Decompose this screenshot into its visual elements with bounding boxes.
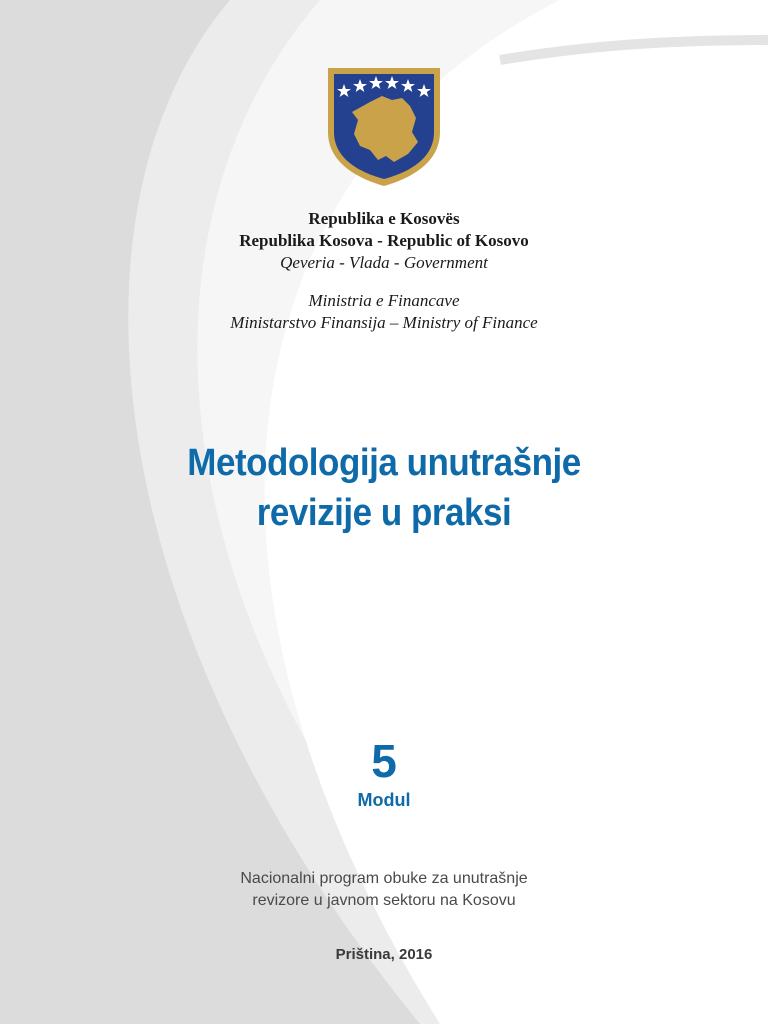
- kosovo-coat-of-arms-icon: [320, 62, 448, 190]
- government-header: [0, 208, 768, 274]
- ministry-name-albanian: Ministria e Financave: [308, 291, 460, 310]
- program-line-2: revizore u javnom sektoru na Kosovu: [252, 892, 516, 909]
- ministry-header: [0, 290, 768, 334]
- title-line-2: revizije u praksi: [256, 492, 512, 534]
- module-number: 5: [371, 735, 397, 787]
- place-and-date: Priština, 2016: [335, 946, 433, 963]
- program-line-1: Nacionalni program obuke za unutrašnje: [240, 870, 528, 887]
- program-description: [0, 868, 768, 912]
- document-title: [31, 438, 738, 538]
- title-line-1: Metodologija unutrašnje: [187, 442, 581, 484]
- government-name-serbian-english: Republika Kosova - Republic of Kosovo: [239, 231, 529, 250]
- module-label: Modul: [357, 790, 411, 810]
- ministry-name-serbian-english: Ministarstvo Finansija – Ministry of Finance: [230, 313, 538, 332]
- government-name-albanian: Republika e Kosovës: [308, 209, 460, 228]
- government-label: Qeveria - Vlada - Government: [280, 253, 488, 272]
